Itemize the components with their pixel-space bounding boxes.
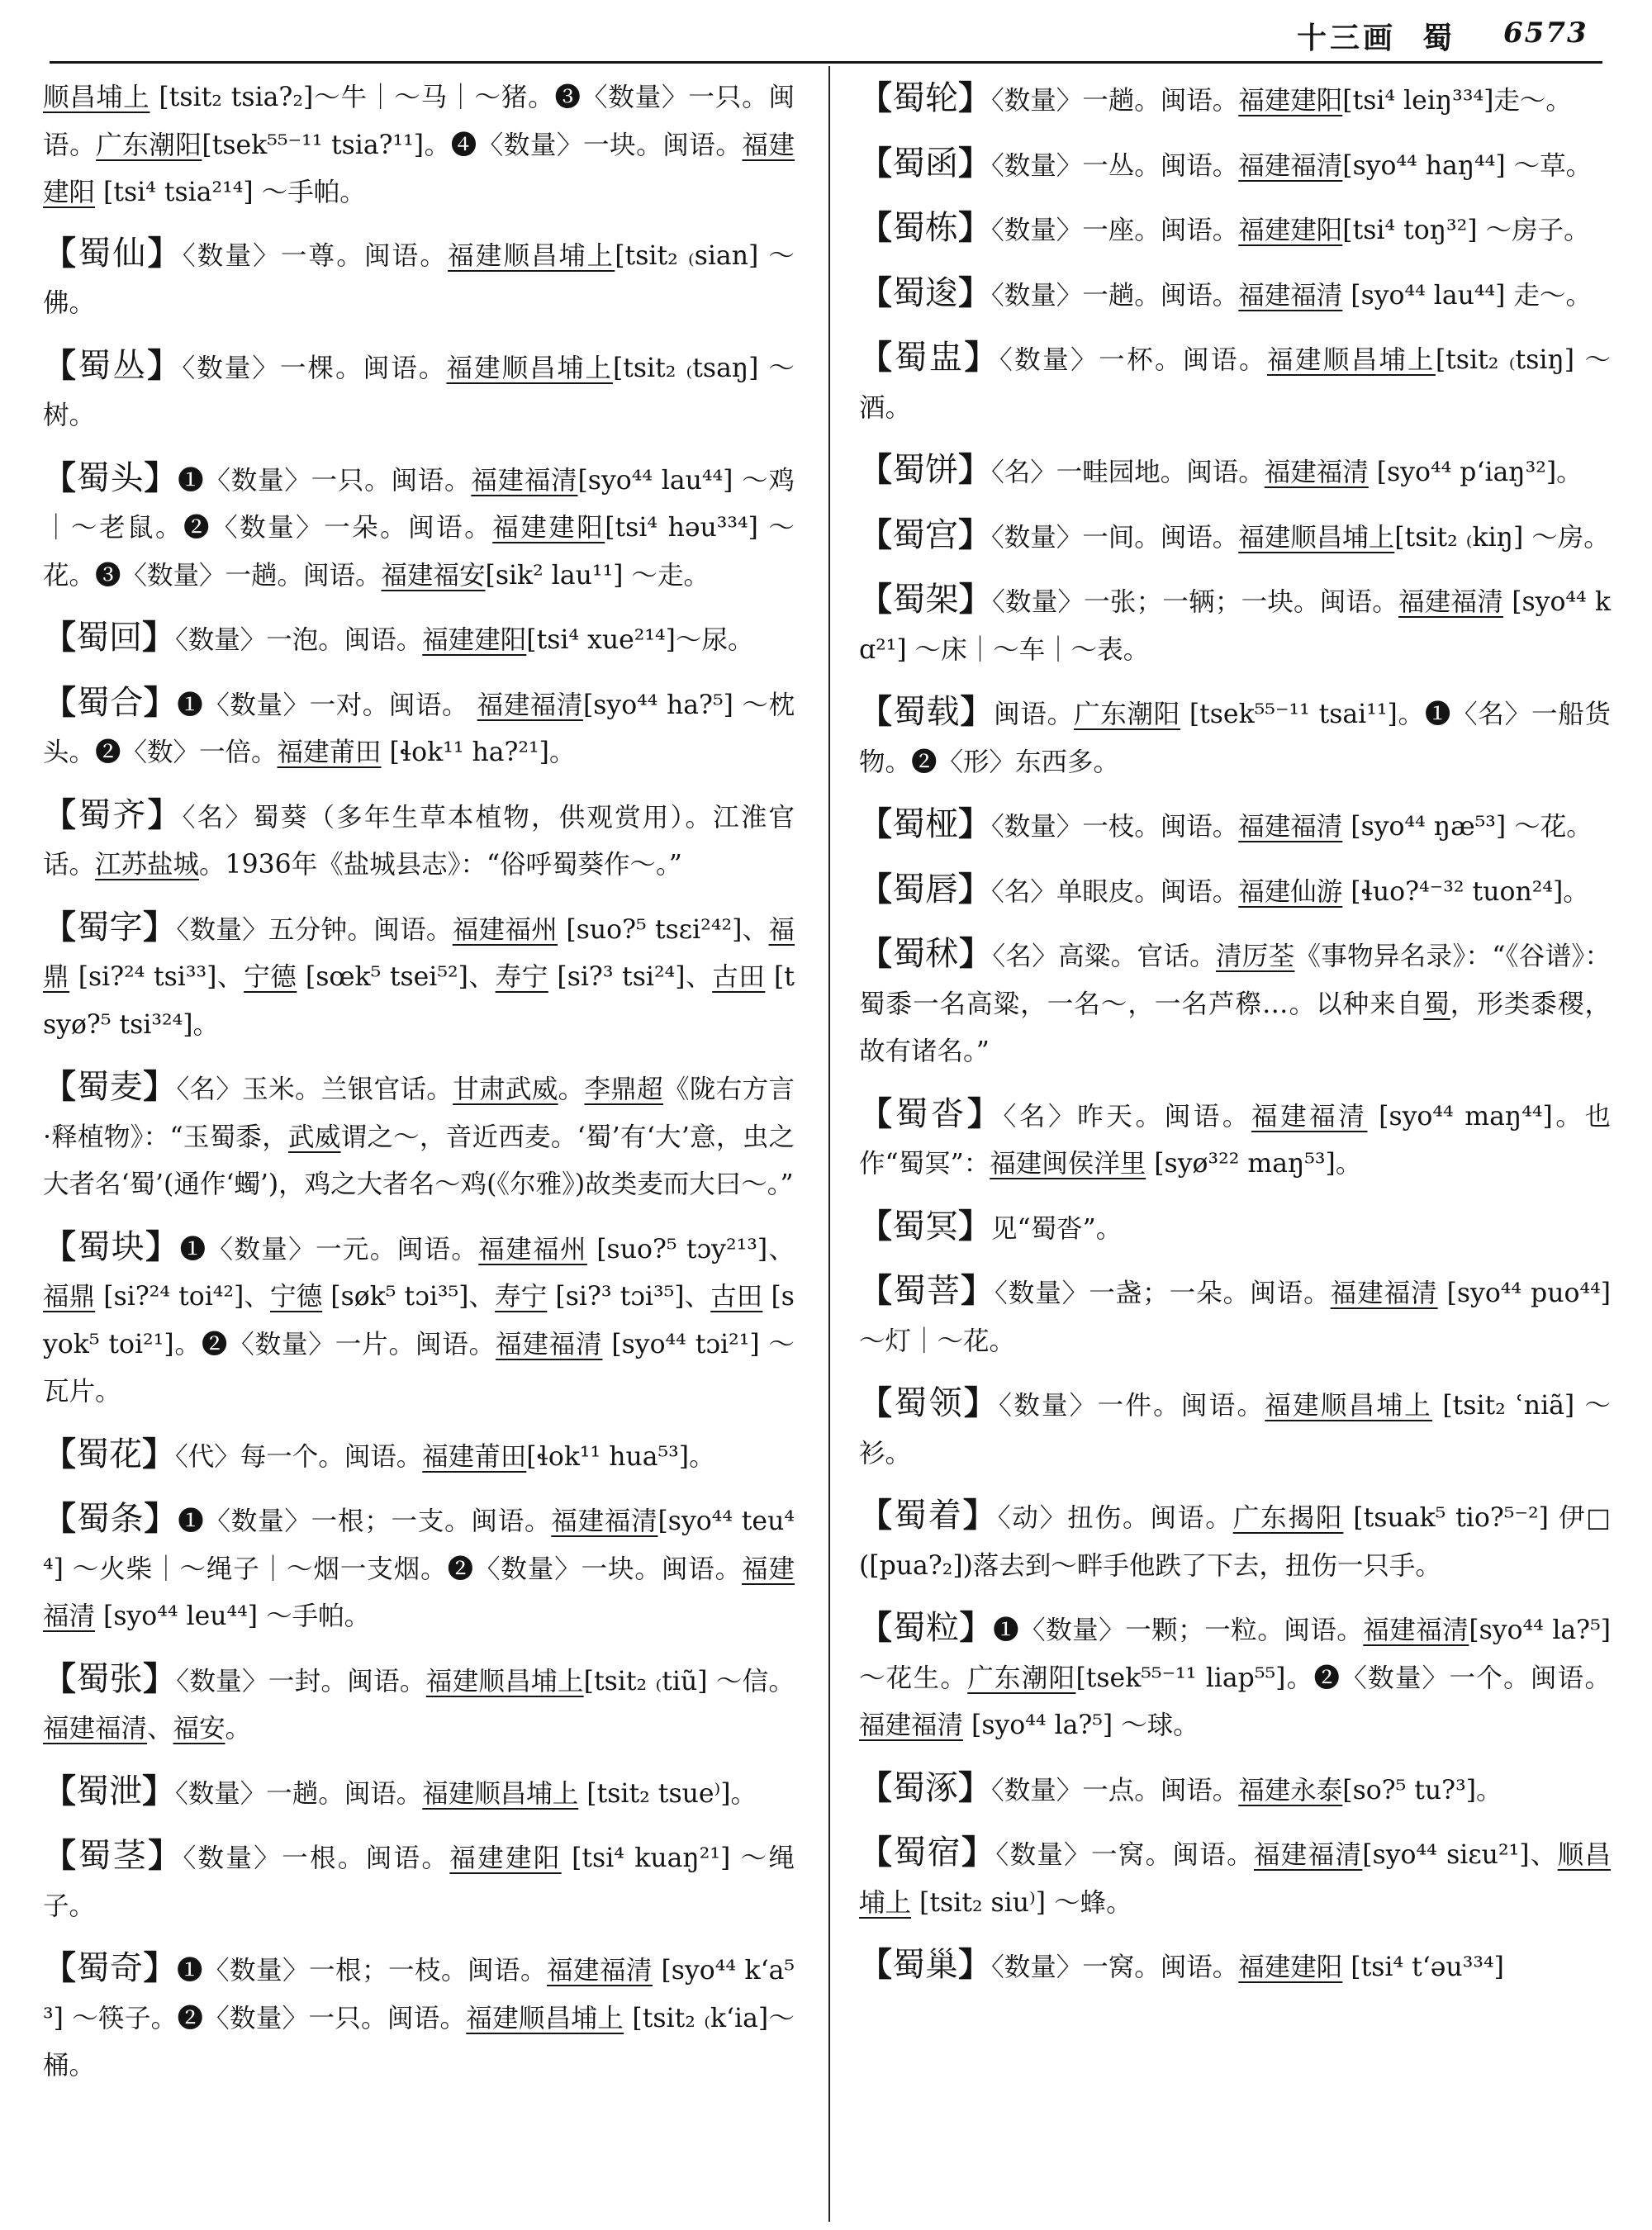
dictionary-entry bbox=[43, 1767, 795, 1819]
dictionary-entry bbox=[43, 679, 795, 777]
place-name: 福建闽侯洋里 bbox=[990, 1149, 1146, 1179]
entry-headword: 【蜀张】 bbox=[43, 1658, 177, 1698]
place-name: 寿宁 bbox=[495, 962, 548, 992]
definition-text: [syo⁴⁴ kɑ²¹] ～床｜～车｜～表。 bbox=[859, 587, 1612, 665]
place-name: 福建福清 bbox=[1330, 1279, 1438, 1308]
definition-text: [tsit₂ ₍k‘ia]～桶。 bbox=[43, 2003, 795, 2081]
definition-text: [tsek⁵⁵⁻¹¹ tsia?¹¹]。❹〈数量〉一块。闽语。 bbox=[202, 130, 743, 160]
definition-text: 〈数量〉一盏；一朵。闽语。 bbox=[994, 1279, 1331, 1308]
dictionary-entry bbox=[43, 342, 795, 440]
headword-text: 蜀桠 bbox=[892, 805, 958, 843]
entry-headword: 【蜀着】 bbox=[859, 1496, 998, 1535]
headword-text: 蜀字 bbox=[76, 908, 144, 947]
definition-text: [tsek⁵⁵⁻¹¹ liap⁵⁵]。❷〈数量〉一个。闽语。 bbox=[1075, 1663, 1611, 1693]
definition-text: 〈数量〉一趟。闽语。 bbox=[175, 1778, 423, 1809]
definition-text: [søk⁵ tɔi³⁵]、 bbox=[322, 1282, 496, 1312]
definition-text: ❶〈数量〉一根；一支。闽语。 bbox=[178, 1506, 552, 1536]
place-name: 福鼎 bbox=[43, 1282, 96, 1312]
definition-text: [syo⁴⁴ maŋ⁴⁴]。也作“蜀冥”： bbox=[859, 1101, 1612, 1179]
definition-text: [syo⁴⁴ haŋ⁴⁴] ～草。 bbox=[1342, 150, 1593, 181]
definition-text: 〈名〉玉米。兰银官话。 bbox=[176, 1075, 453, 1104]
definition-text: 见“蜀沓”。 bbox=[991, 1213, 1123, 1244]
definition-text: [suo?⁵ tɔy²¹³]、 bbox=[586, 1234, 795, 1264]
headword-text: 蜀条 bbox=[76, 1500, 145, 1538]
entry-headword: 【蜀盅】 bbox=[859, 338, 999, 377]
dictionary-entry bbox=[43, 791, 795, 890]
place-name: 顺昌埔上 bbox=[43, 83, 150, 112]
definition-text: [tsi⁴ toŋ³²] ～房子。 bbox=[1342, 216, 1590, 245]
place-name: 福建顺昌埔上 bbox=[422, 1778, 579, 1809]
headword-text: 蜀巢 bbox=[892, 1946, 958, 1984]
place-name: 福建福州 bbox=[478, 1234, 587, 1264]
definition-text: ，形类黍稷，故有诸名。” bbox=[859, 989, 1611, 1066]
definition-text: 〈数量〉一丛。闽语。 bbox=[991, 150, 1239, 181]
headword-text: 蜀花 bbox=[76, 1435, 142, 1473]
place-name: 福建建阳 bbox=[1238, 216, 1343, 245]
definition-text: 〈名〉昨天。闽语。 bbox=[1003, 1101, 1251, 1132]
place-name: 寿宁 bbox=[495, 1282, 548, 1312]
place-name: 福建福清 bbox=[859, 1710, 964, 1740]
definition-text: 〈代〉每一个。闽语。 bbox=[175, 1441, 423, 1472]
running-head-char: 蜀 bbox=[1422, 21, 1453, 55]
definition-text: [syo⁴⁴ siɛu²¹]、 bbox=[1362, 1840, 1558, 1870]
dictionary-entry bbox=[43, 904, 795, 1050]
place-name: 福建福清 bbox=[551, 1506, 658, 1536]
definition-text: ❶〈数量〉一对。闽语。 bbox=[177, 690, 477, 720]
headword-text: 蜀茎 bbox=[78, 1837, 149, 1875]
definition-text: ❶〈数量〉一只。闽语。 bbox=[178, 465, 472, 496]
place-name: 福建建阳 bbox=[1238, 86, 1343, 116]
dictionary-entry bbox=[43, 74, 795, 217]
place-name: 福建顺昌埔上 bbox=[448, 240, 615, 271]
definition-text: [syo⁴⁴ leu⁴⁴] ～手帕。 bbox=[95, 1601, 371, 1631]
entry-headword: 【蜀架】 bbox=[859, 580, 992, 619]
definition-text: 〈数量〉一窝。闽语。 bbox=[991, 1952, 1239, 1982]
headword-text: 蜀张 bbox=[76, 1659, 143, 1698]
entry-headword: 【蜀巢】 bbox=[859, 1945, 991, 1984]
definition-text: [ɬok¹¹ ha?²¹]。 bbox=[381, 738, 576, 767]
left-column bbox=[43, 74, 795, 2104]
definition-text: 〈数量〉一件。闽语。 bbox=[999, 1391, 1265, 1421]
place-name: 福建福清 bbox=[471, 465, 578, 496]
definition-text: [syo⁴⁴ lau⁴⁴] 走～。 bbox=[1342, 280, 1592, 311]
dictionary-entry bbox=[859, 334, 1611, 432]
definition-text: 闽语。 bbox=[994, 700, 1074, 729]
headword-text: 蜀秫 bbox=[892, 935, 959, 973]
definition-text: [tsi⁴ t‘əu³³⁴] bbox=[1342, 1952, 1504, 1982]
definition-text: 、 bbox=[147, 1714, 173, 1744]
headword-text: 蜀仙 bbox=[78, 234, 148, 273]
entry-headword: 【蜀丛】 bbox=[43, 345, 183, 385]
place-name: 福建建阳 bbox=[449, 1843, 562, 1873]
definition-text: 〈数量〉一座。闽语。 bbox=[991, 216, 1239, 245]
place-name: 福建福清 bbox=[1253, 1840, 1363, 1870]
headword-text: 蜀奇 bbox=[76, 1949, 144, 1987]
definition-text: [syø³²² maŋ⁵³]。 bbox=[1146, 1149, 1362, 1179]
headword-text: 蜀块 bbox=[77, 1227, 146, 1266]
dictionary-entry bbox=[43, 1063, 795, 1209]
definition-text: [tsuak⁵ tio?⁵⁻²] 伊□([pua?₂])落去到～畔手他跌了下去，扭伤一只手。 bbox=[859, 1503, 1611, 1581]
definition-text: 〈数量〉一封。闽语。 bbox=[176, 1666, 426, 1696]
definition-text: [sik² lau¹¹] ～走。 bbox=[485, 560, 710, 591]
definition-text: [so?⁵ tu?³]。 bbox=[1342, 1775, 1502, 1805]
dictionary-entry bbox=[859, 800, 1611, 852]
entry-headword: 【蜀合】 bbox=[43, 682, 178, 722]
definition-text: [syo⁴⁴ lau⁴⁴] ～鸡｜～老鼠。❷〈数量〉一朵。闽语。 bbox=[43, 465, 795, 543]
dictionary-entry bbox=[859, 688, 1611, 786]
entry-headword: 【蜀栋】 bbox=[859, 208, 991, 247]
definition-text: 〈动〉扭伤。闽语。 bbox=[997, 1503, 1233, 1533]
definition-text: 〈数量〉一趟。闽语。 bbox=[991, 280, 1239, 311]
definition-text: 〈名〉高粱。官话。 bbox=[992, 942, 1216, 971]
definition-text: [tsit₂ tsue⁾]。 bbox=[578, 1778, 757, 1809]
headword-text: 蜀菩 bbox=[893, 1272, 961, 1310]
definition-text: ❶〈数量〉一颗；一粒。闽语。 bbox=[993, 1616, 1364, 1645]
headword-text: 蜀饼 bbox=[892, 451, 958, 489]
entry-headword: 【蜀茎】 bbox=[43, 1836, 183, 1875]
section-title: 十三画 bbox=[1297, 21, 1397, 55]
definition-text: 《事物异名录》：“《谷谱》：蜀黍一名高粱，一名～，一名芦穄…。以种来自 bbox=[859, 942, 1611, 1019]
dictionary-entry bbox=[43, 1495, 795, 1641]
header-rule bbox=[50, 61, 1602, 64]
dictionary-entry bbox=[43, 1655, 795, 1753]
headword-text: 蜀唇 bbox=[892, 870, 958, 909]
headword-text: 蜀头 bbox=[76, 458, 145, 497]
dictionary-entry bbox=[859, 866, 1611, 917]
entry-headword: 【蜀逡】 bbox=[859, 273, 991, 312]
dictionary-entry bbox=[43, 614, 795, 665]
definition-text: [tsit₂ ₍tsaŋ] ～树。 bbox=[43, 353, 795, 430]
dictionary-entry bbox=[859, 140, 1611, 191]
place-name: 武威 bbox=[287, 1122, 341, 1152]
definition-text: [syo⁴⁴ puo⁴⁴] ～灯｜～花。 bbox=[859, 1279, 1612, 1356]
definition-text: [syo⁴⁴ la?⁵] ～球。 bbox=[963, 1710, 1199, 1740]
column-divider bbox=[828, 66, 830, 2222]
entry-headword: 【蜀宫】 bbox=[859, 515, 991, 554]
dictionary-entry bbox=[43, 230, 795, 328]
headword-text: 蜀架 bbox=[892, 581, 959, 619]
place-name: 广东揭阳 bbox=[1232, 1503, 1344, 1533]
dictionary-entry bbox=[859, 1829, 1611, 1927]
definition-text: 〈数量〉一间。闽语。 bbox=[991, 522, 1239, 553]
entry-headword: 【蜀回】 bbox=[43, 618, 175, 657]
definition-text: [syo⁴⁴ ha?⁵] ～枕头。❷〈数〉一倍。 bbox=[43, 690, 795, 767]
definition-text: 谓之～，音近西麦。‘蜀’有‘大’意，虫之大者名‘蜀’(通作‘蠋’)，鸡之大者名～鸡(《尔雅》)故类麦而大曰～。” bbox=[43, 1122, 795, 1199]
place-name: 顺昌埔上 bbox=[859, 1840, 1612, 1918]
dictionary-entry bbox=[859, 1604, 1611, 1750]
entry-headword: 【蜀宿】 bbox=[859, 1833, 996, 1872]
dictionary-entry bbox=[859, 1379, 1611, 1478]
place-name: 福建顺昌埔上 bbox=[466, 2003, 624, 2033]
definition-text: [syo⁴⁴ p‘iaŋ³²]。 bbox=[1368, 458, 1583, 487]
place-name: 福建莆田 bbox=[422, 1441, 527, 1472]
page-number: 6573 bbox=[1503, 17, 1588, 50]
definition-text: 〈数量〉一窝。闽语。 bbox=[995, 1840, 1254, 1870]
place-name: 福建福清 bbox=[1238, 150, 1343, 181]
place-name: 福建莆田 bbox=[277, 738, 382, 767]
definition-text: [tsi⁴ xue²¹⁴]～尿。 bbox=[526, 625, 754, 655]
place-name: 福建仙游 bbox=[1238, 876, 1343, 907]
place-name: 福建福清 bbox=[1264, 458, 1369, 487]
place-name: 广东潮阳 bbox=[96, 130, 202, 160]
definition-text: [tsit₂ ₍kiŋ] ～房。 bbox=[1394, 522, 1610, 553]
page-header bbox=[0, 0, 1652, 64]
definition-text: [si?²⁴ toi⁴²]、 bbox=[95, 1282, 270, 1312]
definition-text: [syo⁴⁴ tɔi²¹] ～瓦片。 bbox=[43, 1329, 795, 1407]
dictionary-entry bbox=[43, 1832, 795, 1930]
place-name: 古田 bbox=[710, 1282, 763, 1312]
place-name: 福建永泰 bbox=[1238, 1775, 1343, 1805]
definition-text: ❶〈数量〉一根；一枝。闽语。 bbox=[177, 1956, 547, 1986]
dictionary-entry bbox=[859, 930, 1611, 1076]
definition-text: [suo?⁵ tsɛi²⁴²]、 bbox=[558, 914, 769, 945]
definition-text: 〈数量〉一泡。闽语。 bbox=[175, 625, 423, 655]
place-name: 古田 bbox=[712, 962, 766, 992]
headword-text: 蜀泄 bbox=[76, 1772, 142, 1810]
place-name: 福鼎 bbox=[43, 914, 795, 992]
definition-text: 〈数量〉一杯。闽语。 bbox=[999, 345, 1267, 375]
definition-text: 。 bbox=[225, 1714, 252, 1744]
place-name: 福建顺昌埔上 bbox=[1266, 345, 1436, 375]
definition-text: [tsit₂ ₍sian] ～佛。 bbox=[43, 240, 795, 318]
definition-text: [syo⁴⁴ ŋæ⁵³] ～花。 bbox=[1342, 812, 1593, 842]
entry-headword: 【蜀领】 bbox=[859, 1383, 999, 1422]
dictionary-entry bbox=[859, 511, 1611, 562]
place-name: 甘肃武威 bbox=[453, 1075, 558, 1104]
dictionary-entry bbox=[859, 204, 1611, 255]
definition-text: [tsit₂ ₍tsiŋ] ～酒。 bbox=[859, 345, 1612, 423]
dictionary-entry bbox=[859, 1941, 1611, 1992]
headword-text: 蜀粒 bbox=[892, 1609, 960, 1647]
definition-text: [si?³ tɔi³⁵]、 bbox=[547, 1282, 711, 1312]
dictionary-entry bbox=[859, 1764, 1611, 1815]
place-name: 福建福清 bbox=[1251, 1101, 1368, 1132]
headword-text: 蜀宫 bbox=[892, 515, 958, 554]
definition-text: [tsi⁴ həu³³⁴] ～花。❸〈数量〉一趟。闽语。 bbox=[43, 513, 795, 591]
place-name: 福建顺昌埔上 bbox=[1265, 1391, 1433, 1421]
headword-text: 蜀函 bbox=[892, 144, 958, 183]
headword-text: 蜀栋 bbox=[892, 209, 958, 247]
definition-text: [syo⁴⁴ la?⁵]～花生。 bbox=[859, 1616, 1611, 1693]
place-name: 江苏盐城 bbox=[95, 850, 200, 880]
definition-text: 〈数量〉五分钟。闽语。 bbox=[176, 914, 453, 945]
place-name: 广东潮阳 bbox=[1073, 700, 1181, 729]
entry-headword: 【蜀秫】 bbox=[859, 934, 993, 973]
definition-text: 〈数量〉一根。闽语。 bbox=[183, 1843, 450, 1873]
entry-headword: 【蜀条】 bbox=[43, 1499, 178, 1538]
entry-headword: 【蜀唇】 bbox=[859, 869, 991, 909]
entry-headword: 【蜀函】 bbox=[859, 143, 991, 183]
place-name: 广东潮阳 bbox=[967, 1663, 1076, 1693]
definition-text: 〈数量〉一趟。闽语。 bbox=[991, 86, 1239, 116]
definition-text: 〈数量〉一尊。闽语。 bbox=[182, 240, 449, 271]
entry-headword: 【蜀奇】 bbox=[43, 1948, 177, 1987]
entry-headword: 【蜀泄】 bbox=[43, 1771, 175, 1810]
definition-text: [sœk⁵ tsei⁵²]、 bbox=[297, 962, 496, 992]
right-column bbox=[859, 74, 1611, 2006]
place-name: 蜀 bbox=[1423, 989, 1450, 1019]
dictionary-entry bbox=[43, 1944, 795, 2090]
headword-text: 蜀逡 bbox=[892, 273, 958, 312]
definition-text: [si?²⁴ tsi³³]、 bbox=[69, 962, 244, 992]
headword-text: 蜀麦 bbox=[76, 1068, 144, 1106]
definition-text: [ɬuo?⁴⁻³² tuon²⁴]。 bbox=[1342, 876, 1589, 907]
place-name: 福建顺昌埔上 bbox=[425, 1666, 584, 1696]
dictionary-entry bbox=[43, 454, 795, 600]
dictionary-entry bbox=[859, 576, 1611, 674]
headword-text: 蜀宿 bbox=[893, 1834, 962, 1872]
definition-text: 〈数量〉一点。闽语。 bbox=[991, 1775, 1239, 1805]
entry-headword: 【蜀仙】 bbox=[43, 233, 183, 273]
definition-text: [tsi⁴ leiŋ³³⁴]走～。 bbox=[1342, 86, 1572, 116]
place-name: 福建福清 bbox=[1398, 587, 1503, 617]
definition-text: 《陇右方言·释植物》：“玉蜀黍， bbox=[43, 1075, 795, 1152]
headword-text: 蜀盅 bbox=[894, 339, 965, 377]
place-name: 福建福清 bbox=[1363, 1616, 1469, 1645]
definition-text: [syo⁴⁴ k‘a⁵³] ～筷子。❷〈数量〉一只。闽语。 bbox=[43, 1956, 795, 2033]
entry-headword: 【蜀冥】 bbox=[859, 1206, 991, 1245]
place-name: 福建顺昌埔上 bbox=[446, 353, 613, 383]
definition-text: [syok⁵ toi²¹]。❷〈数量〉一片。闽语。 bbox=[43, 1282, 795, 1359]
place-name: 福建建阳 bbox=[422, 625, 527, 655]
place-name: 福建福清 bbox=[495, 1329, 603, 1359]
entry-headword: 【蜀齐】 bbox=[43, 795, 183, 834]
place-name: 福建福清 bbox=[43, 1714, 148, 1744]
place-name: 福建福清 bbox=[1238, 812, 1343, 842]
definition-text: [ɬok¹¹ hua⁵³]。 bbox=[526, 1441, 715, 1472]
definition-text: [tsek⁵⁵⁻¹¹ tsai¹¹]。❶〈名〉一船货物。❷〈形〉东西多。 bbox=[859, 700, 1611, 777]
place-name: 清厉荃 bbox=[1215, 942, 1295, 971]
dictionary-entry bbox=[859, 1090, 1611, 1189]
definition-text: [tsi⁴ kuaŋ²¹] ～绳子。 bbox=[43, 1843, 795, 1921]
headword-text: 蜀回 bbox=[76, 619, 142, 657]
dictionary-entry bbox=[859, 446, 1611, 497]
entry-headword: 【蜀载】 bbox=[859, 692, 995, 731]
definition-text: 〈名〉蜀葵（多年生草本植物，供观赏用）。江淮官话。 bbox=[43, 802, 795, 880]
dictionary-entry bbox=[43, 1223, 795, 1416]
definition-text: 〈数量〉一棵。闽语。 bbox=[182, 353, 447, 383]
entry-headword: 【蜀涿】 bbox=[859, 1767, 991, 1807]
place-name: 福安 bbox=[173, 1714, 225, 1744]
definition-text: 〈名〉一畦园地。闽语。 bbox=[991, 458, 1265, 487]
headword-text: 蜀轮 bbox=[892, 79, 958, 117]
place-name: 福建顺昌埔上 bbox=[1238, 522, 1395, 553]
entry-headword: 【蜀字】 bbox=[43, 907, 177, 947]
place-name: 福建福安 bbox=[381, 560, 486, 591]
place-name: 福建福清 bbox=[43, 1554, 795, 1631]
definition-text: [tsit₂ ₍tiũ] ～信。 bbox=[583, 1666, 795, 1696]
definition-text: ❶〈数量〉一元。闽语。 bbox=[179, 1234, 479, 1264]
entry-headword: 【蜀轮】 bbox=[859, 78, 991, 117]
definition-text: [si?³ tsi²⁴]、 bbox=[548, 962, 713, 992]
place-name: 福建福清 bbox=[477, 690, 583, 720]
definition-text: [tsi⁴ tsia²¹⁴] ～手帕。 bbox=[95, 178, 366, 207]
dictionary-entry bbox=[859, 269, 1611, 320]
definition-text: [tsit₂ tsia?₂]～牛｜～马｜～猪。❸〈数量〉一只。闽语。 bbox=[43, 83, 795, 160]
place-name: 福建福州 bbox=[452, 914, 558, 945]
definition-text: [tsit₂ siu⁾] ～蜂。 bbox=[911, 1887, 1132, 1918]
place-name: 李鼎超 bbox=[584, 1075, 664, 1104]
headword-text: 蜀载 bbox=[892, 693, 961, 731]
headword-text: 蜀丛 bbox=[78, 346, 148, 385]
dictionary-entry bbox=[859, 74, 1611, 126]
definition-text: 。 bbox=[558, 1075, 585, 1104]
headword-text: 蜀冥 bbox=[892, 1207, 958, 1245]
dictionary-entry bbox=[859, 1203, 1611, 1254]
headword-text: 蜀领 bbox=[894, 1384, 964, 1422]
place-name: 福建建阳 bbox=[492, 513, 605, 543]
headword-text: 蜀沓 bbox=[895, 1094, 967, 1133]
dictionary-entry bbox=[859, 1267, 1611, 1365]
entry-headword: 【蜀花】 bbox=[43, 1434, 175, 1473]
place-name: 福建福清 bbox=[546, 1956, 653, 1986]
place-name: 福建福清 bbox=[1238, 280, 1343, 311]
place-name: 福建建阳 bbox=[43, 130, 795, 207]
definition-text: 〈数量〉一枝。闽语。 bbox=[991, 812, 1239, 842]
entry-headword: 【蜀菩】 bbox=[859, 1271, 995, 1310]
dictionary-entry bbox=[43, 1431, 795, 1482]
headword-text: 蜀合 bbox=[76, 683, 144, 722]
place-name: 福建建阳 bbox=[1238, 1952, 1343, 1982]
entry-headword: 【蜀头】 bbox=[43, 458, 178, 497]
headword-text: 蜀涿 bbox=[892, 1768, 958, 1807]
headword-text: 蜀齐 bbox=[78, 795, 148, 834]
place-name: 宁德 bbox=[270, 1282, 323, 1312]
entry-headword: 【蜀麦】 bbox=[43, 1067, 177, 1106]
entry-headword: 【蜀块】 bbox=[43, 1226, 180, 1266]
definition-text: 〈数量〉一张；一辆；一块。闽语。 bbox=[991, 587, 1399, 617]
headword-text: 蜀着 bbox=[893, 1497, 963, 1535]
entry-headword: 【蜀桠】 bbox=[859, 804, 991, 843]
entry-headword: 【蜀粒】 bbox=[859, 1608, 994, 1647]
place-name: 宁德 bbox=[244, 962, 297, 992]
definition-text: 〈名〉单眼皮。闽语。 bbox=[991, 876, 1239, 907]
entry-headword: 【蜀饼】 bbox=[859, 450, 991, 489]
definition-text: [tsyø?⁵ tsi³²⁴]。 bbox=[43, 962, 795, 1040]
dictionary-entry bbox=[859, 1492, 1611, 1590]
definition-text: 。1936年《盐城县志》：“俗呼蜀葵作～。” bbox=[199, 850, 682, 880]
entry-headword: 【蜀沓】 bbox=[859, 1094, 1004, 1133]
definition-text: [syo⁴⁴ teu⁴⁴] ～火柴｜～绳子｜～烟一支烟。❷〈数量〉一块。闽语。 bbox=[43, 1506, 795, 1584]
definition-text: [tsit₂ ʿniã] ～衫。 bbox=[859, 1391, 1612, 1468]
